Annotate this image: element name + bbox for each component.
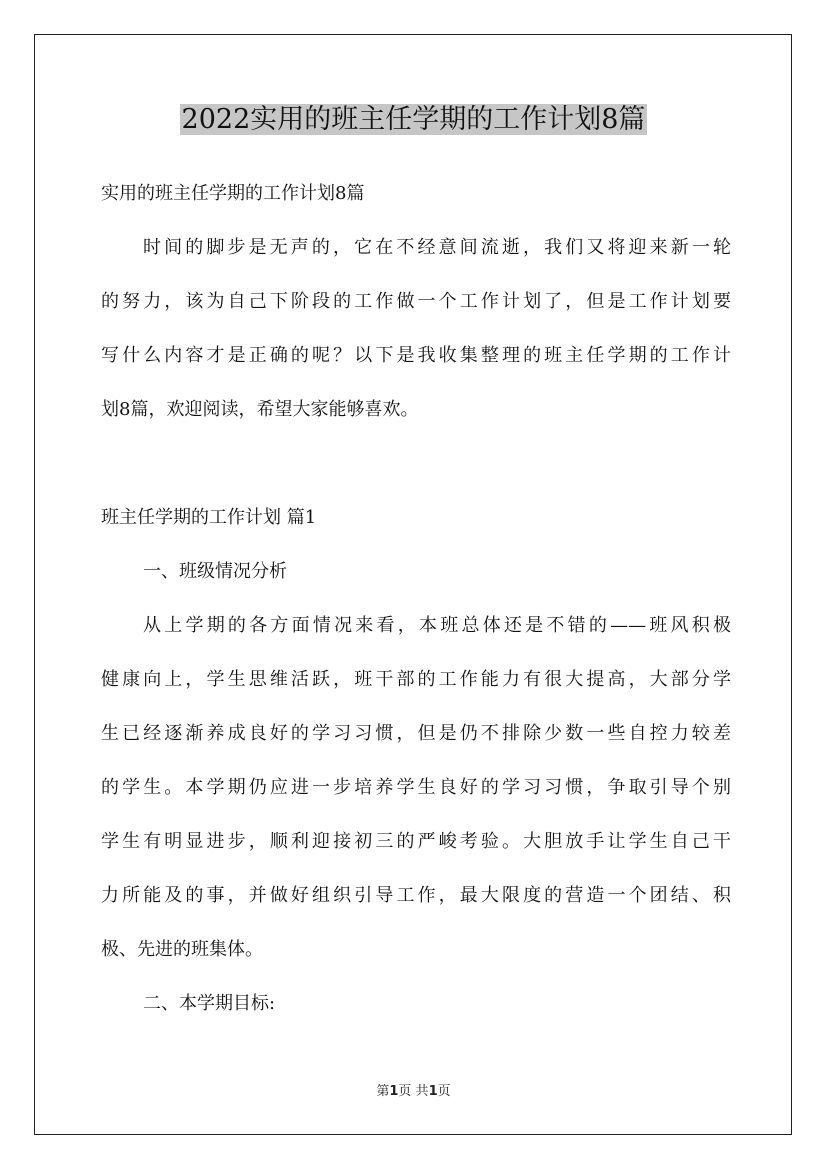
intro-line: 写什么内容才是正确的呢？以下是我收集整理的班主任学期的工作计 <box>101 345 731 366</box>
document-title <box>0 100 827 140</box>
document-title-text: 2022实用的班主任学期的工作计划8篇 <box>181 104 646 135</box>
paragraph-line: 力所能及的事，并做好组织引导工作，最大限度的营造一个团结、积 <box>101 885 731 906</box>
footer-prefix: 第 <box>376 1084 390 1099</box>
intro-line: 的努力，该为自己下阶段的工作做一个工作计划了，但是工作计划要 <box>101 291 731 312</box>
intro-line: 划8篇，欢迎阅读，希望大家能够喜欢。 <box>101 399 419 420</box>
section-heading: 班主任学期的工作计划 篇1 <box>101 507 317 528</box>
footer-mid: 页 共 <box>398 1084 429 1099</box>
paragraph-line: 健康向上，学生思维活跃，班干部的工作能力有很大提高，大部分学 <box>101 669 731 690</box>
paragraph-line: 学生有明显进步，顺利迎接初三的严峻考验。大胆放手让学生自己干 <box>101 831 731 852</box>
part2-heading: 二、本学期目标: <box>143 993 276 1014</box>
footer-suffix: 页 <box>437 1084 451 1099</box>
page-footer <box>0 1083 827 1101</box>
intro-line: 时间的脚步是无声的，它在不经意间流逝，我们又将迎来新一轮 <box>143 237 731 258</box>
footer-total-pages: 1 <box>428 1084 438 1099</box>
paragraph-line: 的学生。本学期仍应进一步培养学生良好的学习习惯，争取引导个别 <box>101 777 731 798</box>
paragraph-line: 极、先进的班集体。 <box>101 939 263 960</box>
document-subtitle: 实用的班主任学期的工作计划8篇 <box>101 183 365 204</box>
footer-page-number: 1 <box>389 1084 399 1099</box>
part1-heading: 一、班级情况分析 <box>143 561 287 582</box>
paragraph-line: 生已经逐渐养成良好的学习习惯，但是仍不排除少数一些自控力较差 <box>101 723 731 744</box>
paragraph-line: 从上学期的各方面情况来看，本班总体还是不错的——班风积极 <box>143 615 731 636</box>
